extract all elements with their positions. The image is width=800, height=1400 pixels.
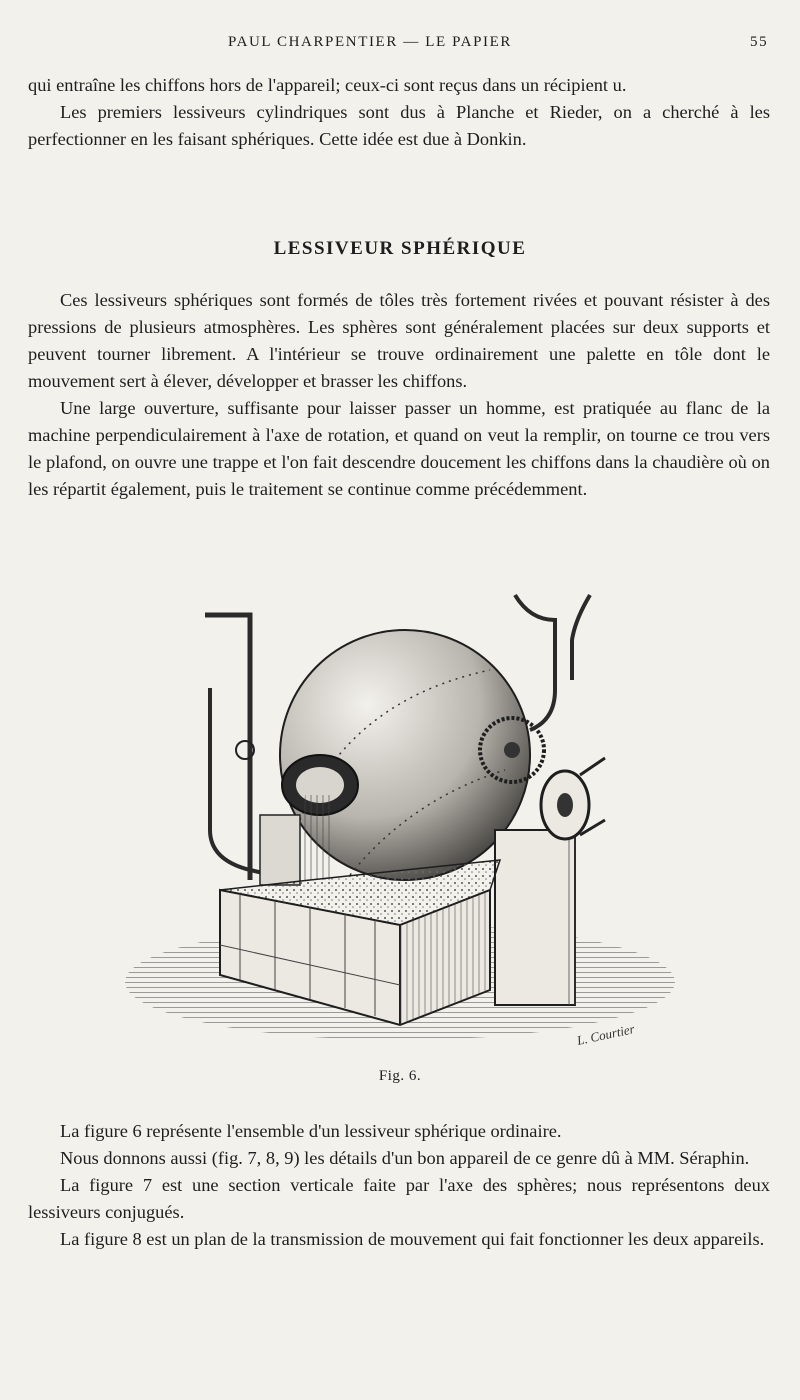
engraver-signature: L. Courtier [575, 1021, 636, 1048]
figure-caption: Fig. 6. [378, 1068, 422, 1084]
closing-paragraph-4: La figure 8 est un plan de la transmission de mouvement qui fait fonctionner les deux appareils. [60, 1229, 765, 1249]
spherical-boiler-illustration [110, 580, 690, 1060]
closing-paragraph-2: Nous donnons aussi (fig. 7, 8, 9) les détails d'un bon appareil de ce genre dû à MM. Séraphin. [60, 1148, 750, 1168]
section-text [28, 287, 770, 503]
closing-paragraph-3: La figure 7 est une section verticale faite par l'axe des sphères; nous représentons deux lessiveurs conjugués. [28, 1175, 770, 1222]
intro-text [28, 72, 770, 153]
intro-paragraph-2: Les premiers lessiveurs cylindriques sont dus à Planche et Rieder, on a cherché à les perfectionner en les faisant sphériques. Cette idée est due à Donkin. [28, 102, 770, 149]
section-paragraph-1: Ces lessiveurs sphériques sont formés de tôles très fortement rivées et pouvant résister à des pressions de plusieurs atmosphères. Les sphères sont généralement placées sur deux supports et peuvent tourner librement. A l'intérieur se trouve ordinairement une palette en tôle dont le mouvement sert à élever, développer et brasser les chiffons. [28, 290, 770, 391]
section-paragraph-2: Une large ouverture, suffisante pour laisser passer un homme, est pratiquée au flanc de la machine perpendiculairement à l'axe de rotation, et quand on veut la remplir, on tourne ce trou vers le plafond, on ouvre une trappe et l'on fait descendre doucement les chiffons dans la chaudière où on les répartit également, puis le traitement se continue comme précédemment. [28, 398, 770, 499]
closing-text [28, 1118, 770, 1253]
section-heading: LESSIVEUR SPHÉRIQUE [273, 238, 527, 259]
intro-paragraph-1: qui entraîne les chiffons hors de l'appareil; ceux-ci sont reçus dans un récipient u. [28, 75, 627, 95]
running-title: PAUL CHARPENTIER — LE PAPIER [228, 34, 513, 50]
page-number: 55 [750, 34, 769, 50]
closing-paragraph-1: La figure 6 représente l'ensemble d'un lessiveur sphérique ordinaire. [60, 1121, 562, 1141]
support-pillar [495, 830, 575, 1005]
figure-engraving [110, 580, 690, 1060]
